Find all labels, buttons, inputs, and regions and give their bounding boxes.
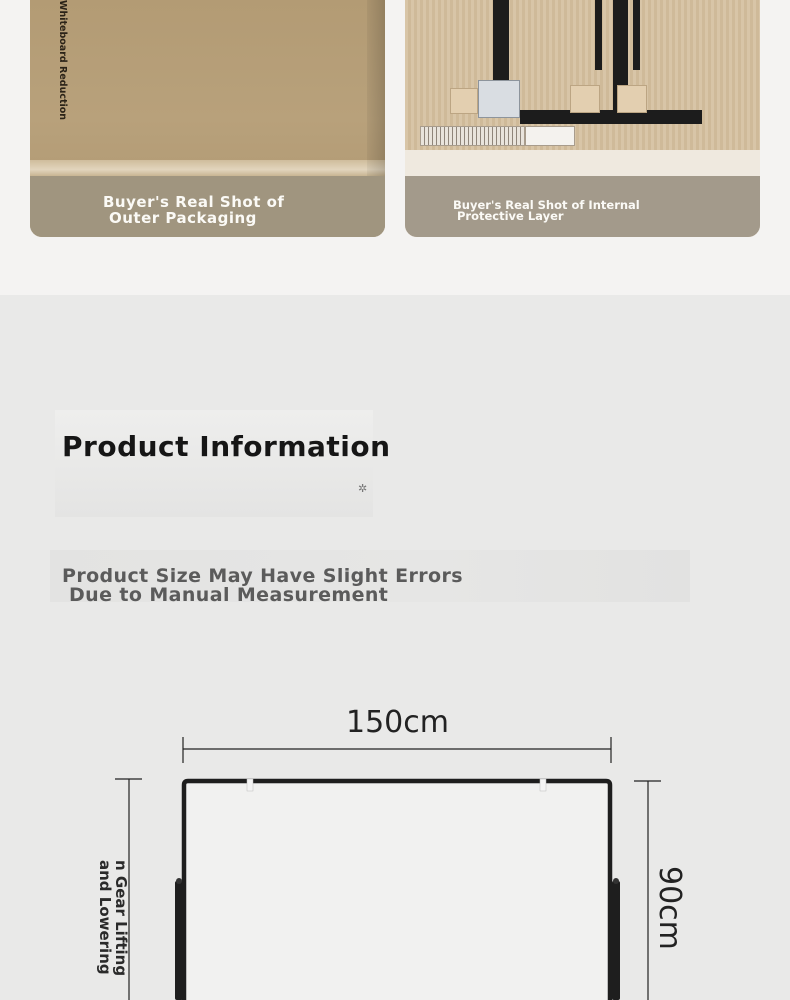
foam-block [450, 88, 478, 114]
stand-pole-right [612, 881, 620, 1000]
stand-pole-left [175, 881, 183, 1000]
internal-layer-photo [405, 0, 760, 237]
sparkle-icon: ✲ [358, 483, 368, 495]
lifting-label-line-1: n Gear Lifting [112, 860, 130, 977]
foam-block [617, 85, 647, 113]
lifting-label-line-2: and Lowering [96, 860, 114, 975]
measurement-note-line-2: Due to Manual Measurement [69, 584, 389, 606]
caption-line-1: Buyer's Real Shot of [103, 193, 285, 211]
measurement-note-line-1: Product Size May Have Slight Errors [62, 565, 463, 587]
section-title: Product Information [62, 430, 391, 463]
top-clip-right [540, 779, 546, 791]
caption-line-2: Protective Layer [457, 209, 564, 223]
label-card [525, 126, 575, 146]
box-print-label: Whiteboard Reduction [57, 0, 68, 121]
hardware-bag [478, 80, 520, 118]
cardboard-strip [405, 150, 760, 176]
carton-fold [30, 160, 385, 176]
pole-cap-left [176, 878, 182, 884]
width-label: 150cm [346, 705, 449, 740]
lifting-gear-label [93, 860, 129, 990]
frame-bar [520, 110, 702, 124]
box-print-text [47, 0, 68, 121]
frame-bar [595, 0, 602, 70]
frame-bar [633, 0, 640, 70]
whiteboard-surface [186, 784, 608, 1000]
pole-cap-right [613, 878, 619, 884]
top-clip-left [247, 779, 253, 791]
foam-block [570, 85, 600, 113]
caption-line-2: Outer Packaging [109, 209, 257, 227]
outer-packaging-photo [30, 0, 385, 237]
product-info-section [0, 295, 790, 1000]
height-label: 90cm [652, 866, 687, 950]
marker-tray [420, 126, 525, 146]
internal-layer-caption [405, 176, 760, 237]
outer-packaging-caption [30, 176, 385, 237]
caption-line-1: Buyer's Real Shot of Internal [453, 198, 640, 212]
